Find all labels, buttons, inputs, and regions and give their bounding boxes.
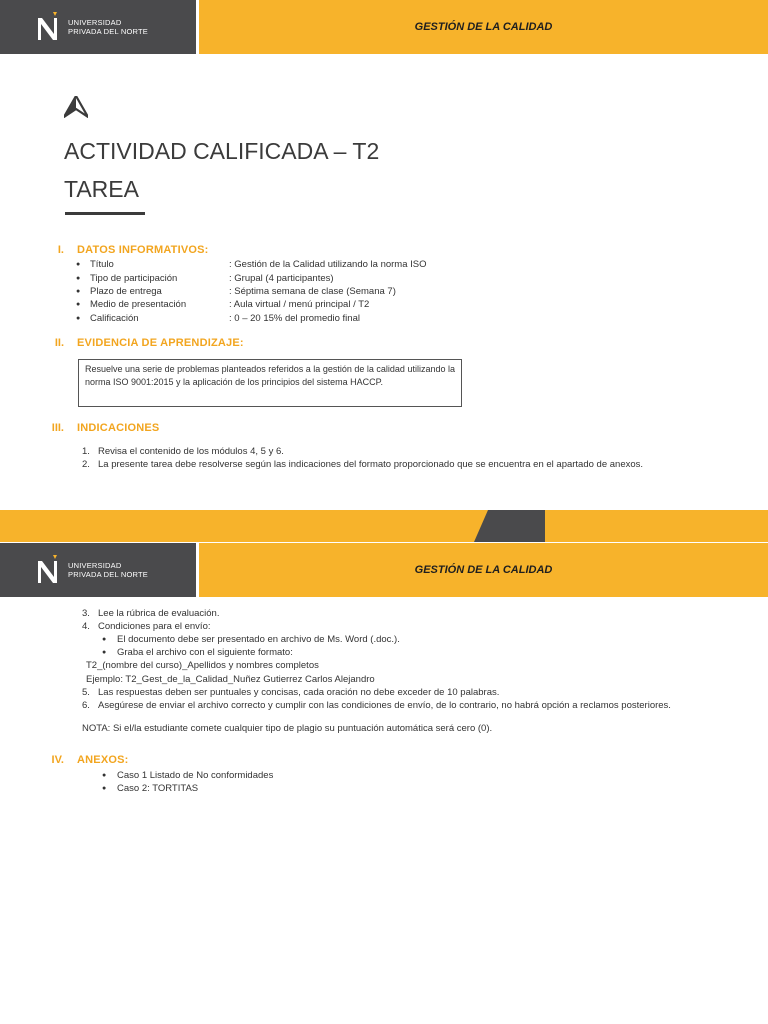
bullet-icon: ●	[76, 261, 81, 268]
bullet-icon: ●	[102, 636, 107, 643]
list-number: 3.	[82, 608, 90, 619]
logo-text: UNIVERSIDAD PRIVADA DEL NORTE	[68, 18, 148, 36]
bullet-icon: ●	[76, 301, 81, 308]
note-text: NOTA: Si el/la estudiante comete cualquier tipo de plagio su puntuación automática será cero (0).	[82, 723, 493, 734]
info-row: ● Medio de presentación : Aula virtual / menú principal / T2	[76, 299, 370, 310]
sub-list-item: Graba el archivo con el siguiente formato:	[117, 647, 293, 658]
bullet-icon: ●	[76, 288, 81, 295]
list-item: Asegúrese de enviar el archivo correcto y cumplir con las condiciones de envío, de lo contrario, no habrá opción a reclamos posteriores.	[98, 700, 671, 711]
list-item: Condiciones para el envío:	[98, 621, 211, 632]
bullet-icon: ●	[102, 772, 107, 779]
list-number: 1.	[82, 446, 90, 457]
bullet-icon: ●	[76, 315, 81, 322]
list-number: 4.	[82, 621, 90, 632]
bullet-icon: ●	[76, 275, 81, 282]
header-title: GESTIÓN DE LA CALIDAD	[414, 564, 553, 576]
header-title: GESTIÓN DE LA CALIDAD	[414, 21, 553, 33]
header-logo-panel	[0, 0, 196, 54]
page-title: ACTIVIDAD CALIFICADA – T2	[64, 138, 380, 164]
sub-list-item: El documento debe ser presentado en archivo de Ms. Word (.doc.).	[117, 634, 400, 645]
section-title: DATOS INFORMATIVOS:	[77, 244, 209, 256]
list-item: Lee la rúbrica de evaluación.	[98, 608, 220, 619]
bullet-icon: ●	[102, 785, 107, 792]
section-number: III.	[51, 422, 64, 434]
list-item: La presente tarea debe resolverse según las indicaciones del formato proporcionado que se encuentra en el apartado de anexos.	[98, 459, 644, 470]
info-row: ● Calificación : 0 – 20 15% del promedio final	[76, 313, 360, 324]
list-number: 5.	[82, 687, 90, 698]
annex-item: Caso 2: TORTITAS	[117, 783, 199, 794]
header-logo-panel	[0, 543, 196, 597]
triangle-arrow-icon	[64, 96, 88, 118]
page-separator	[0, 510, 768, 542]
header-bar	[199, 543, 768, 597]
section-number: II.	[54, 337, 64, 349]
bullet-icon: ●	[102, 649, 107, 656]
list-item: Revisa el contenido de los módulos 4, 5 y 6.	[98, 446, 284, 457]
list-number: 6.	[82, 700, 90, 711]
list-number: 2.	[82, 459, 90, 470]
format-line: T2_(nombre del curso)_Apellidos y nombres completos	[86, 660, 319, 671]
example-line: Ejemplo: T2_Gest_de_la_Calidad_Nuñez Gutierrez Carlos Alejandro	[86, 674, 375, 685]
header-bar	[199, 0, 768, 54]
section-title: EVIDENCIA DE APRENDIZAJE:	[77, 337, 244, 349]
upn-logo-icon	[36, 555, 62, 585]
title-underline	[65, 212, 145, 215]
section-title: INDICACIONES	[77, 422, 160, 434]
upn-logo-icon	[36, 12, 62, 42]
info-row: ● Plazo de entrega : Séptima semana de clase (Semana 7)	[76, 286, 396, 297]
logo-text: UNIVERSIDAD PRIVADA DEL NORTE	[68, 561, 148, 579]
section-number: I.	[57, 244, 64, 256]
annex-item: Caso 1 Listado de No conformidades	[117, 770, 274, 781]
list-item: Las respuestas deben ser puntuales y concisas, cada oración no debe exceder de 10 palabras.	[98, 687, 500, 698]
evidence-box: Resuelve una serie de problemas planteados referidos a la gestión de la calidad utilizando la norma ISO 9001:2015 y la aplicación de los principios del sistema HACCP.	[78, 359, 462, 407]
info-row: ● Título : Gestión de la Calidad utilizando la norma ISO	[76, 259, 427, 270]
section-number: IV.	[51, 754, 64, 766]
page-subtitle: TAREA	[64, 176, 139, 202]
section-title: ANEXOS:	[77, 754, 129, 766]
info-row: ● Tipo de participación : Grupal (4 participantes)	[76, 273, 334, 284]
